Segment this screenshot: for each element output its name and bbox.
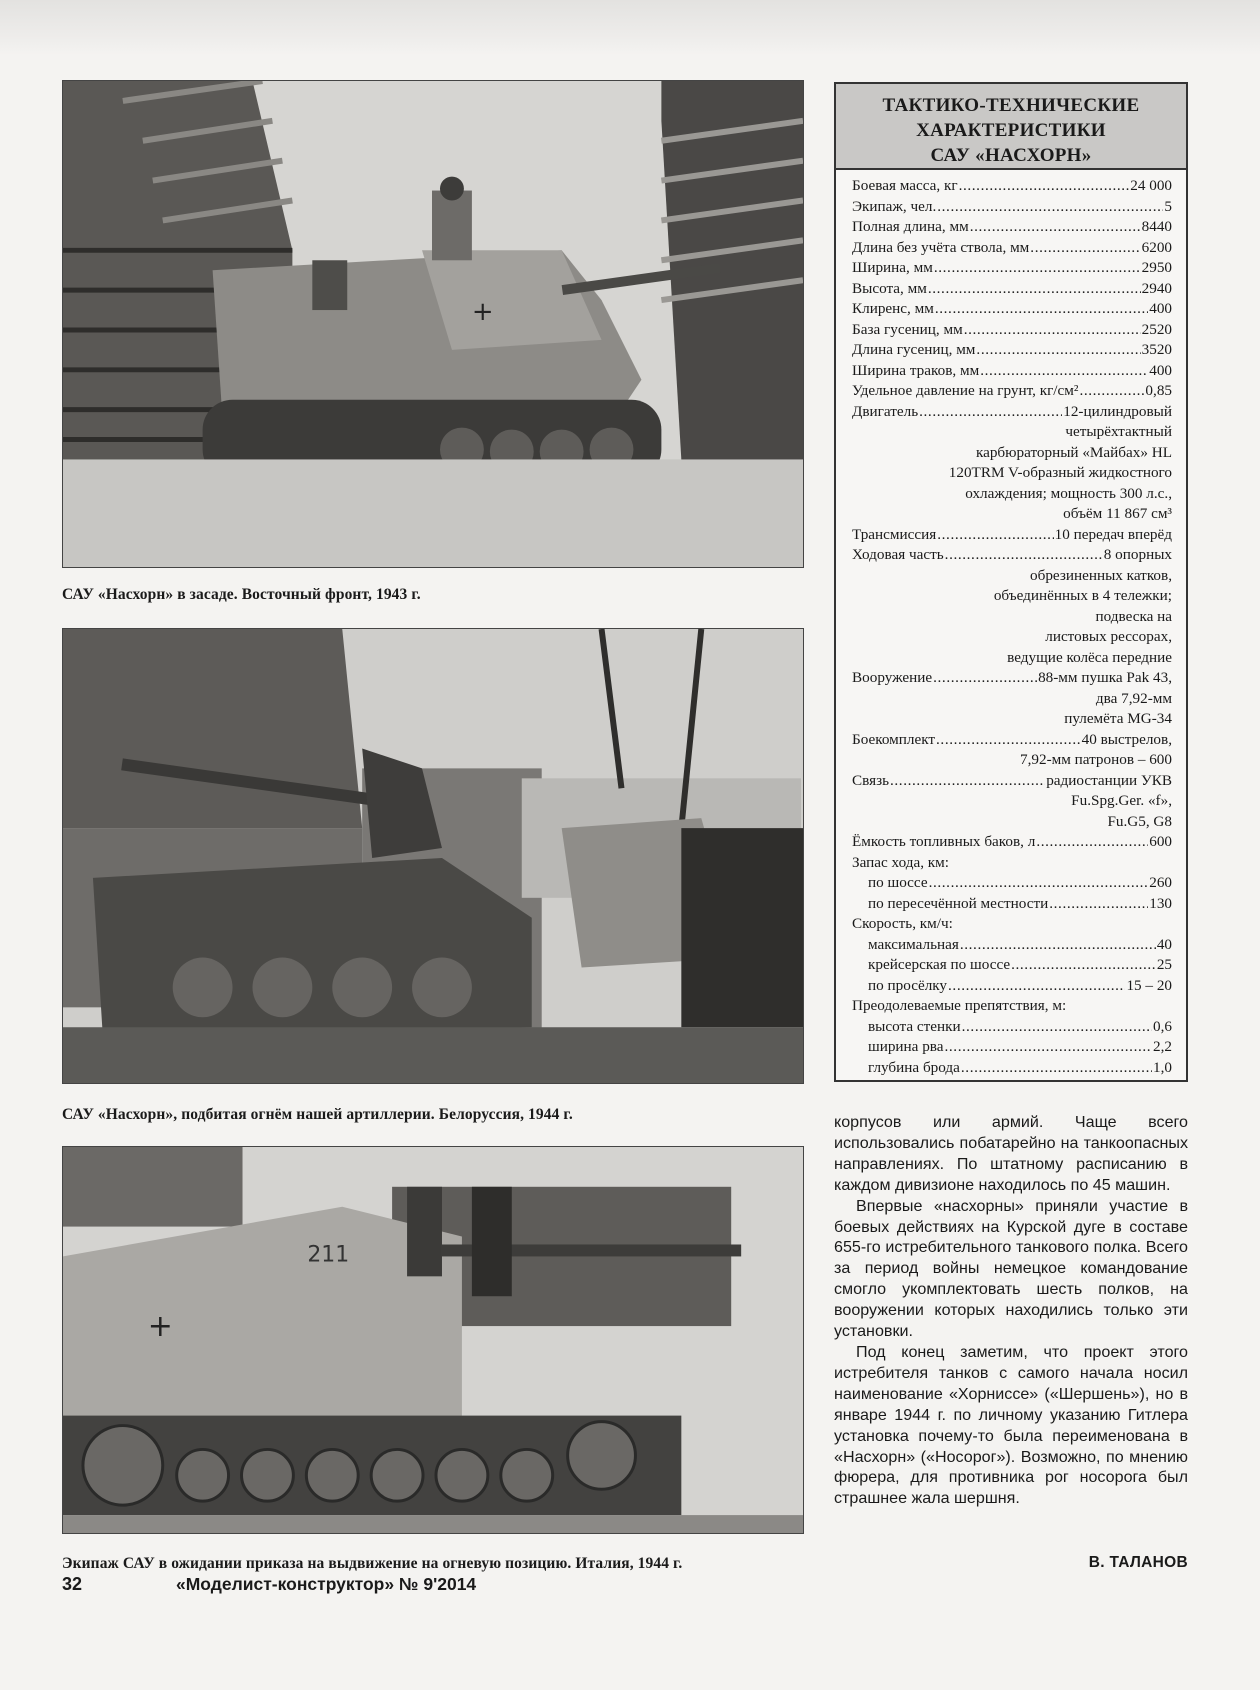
spec-engine-line: четырёхтактный [1065,423,1172,440]
spec-table-body [836,170,1186,1078]
photo-ambush-eastern-front [62,80,804,568]
photo-2-image [63,629,803,1083]
spec-row-track-base: База гусениц, мм ..... 2520 [852,320,1172,341]
photo-destroyed-belorussia [62,628,804,1084]
spec-row-range-rough: по пересечённой местности ..... 130 [852,894,1172,915]
spec-ammo-line: 7,92-мм патронов – 600 [1019,751,1172,768]
spec-speed-heading: Скорость, км/ч: [852,915,953,932]
article-author: В. ТАЛАНОВ [1088,1554,1188,1571]
spec-radio-line: Fu.Spg.Ger. «f», [1071,792,1172,809]
article-paragraph: корпусов или армий. Чаще всего использовались побатарейно на танкоопасных направлениях. По штатному расписанию в каждом дивизионе находилось по 45 машин. [834,1113,1188,1194]
spec-row-obstacle-ford: глубина брода ..... 1,0 [852,1058,1172,1079]
spec-row-crew: Экипаж, чел. ..... 5 [852,197,1172,218]
spec-table [834,82,1188,1082]
spec-row-pressure: Удельное давление на грунт, кг/см² ..... 0,85 [852,381,1172,402]
spec-engine-line: карбюраторный «Майбах» HL [975,443,1172,461]
photo-1-caption: САУ «Насхорн» в засаде. Восточный фронт, 1943 г. [62,586,421,603]
spec-row-engine: Двигатель ..... 12-цилиндровый [852,402,1172,423]
photo-1-image [63,81,803,567]
spec-engine-line: охлаждения; мощность 300 л.с., [965,484,1172,502]
spec-title-line: ТАКТИКО-ТЕХНИЧЕСКИЕ [882,95,1140,116]
photo-crew-italy [62,1146,804,1534]
spec-row-obstacle-wall: высота стенки ..... 0,6 [852,1017,1172,1038]
spec-engine-line: объём 11 867 см³ [1063,505,1172,522]
spec-row-range-road: по шоссе ..... 260 [852,873,1172,894]
magazine-issue: «Моделист-конструктор» № 9'2014 [176,1574,477,1594]
spec-chassis-line: объединённых в 4 тележки; [993,587,1172,604]
spec-row-height: Высота, мм ..... 2940 [852,279,1172,300]
spec-row-transmission: Трансмиссия ..... 10 передач вперёд [852,525,1172,546]
spec-row-track-length: Длина гусениц, мм ..... 3520 [852,340,1172,361]
spec-title-line: ХАРАКТЕРИСТИКИ [916,120,1106,141]
spec-row-obstacle-ditch: ширина рва ..... 2,2 [852,1037,1172,1058]
photo-3-caption: Экипаж САУ в ожидании приказа на выдвижение на огневую позицию. Италия, 1944 г. [62,1555,683,1572]
spec-row-speed-cruise: крейсерская по шоссе ..... 25 [852,955,1172,976]
spec-row-length: Полная длина, мм ..... 8440 [852,217,1172,238]
photo-2-caption: САУ «Насхорн», подбитая огнём нашей артиллерии. Белоруссия, 1944 г. [62,1106,573,1123]
spec-chassis-line: ведущие колёса передние [1007,648,1172,666]
spec-range-heading: Запас хода, км: [852,853,949,871]
spec-row-fuel: Ёмкость топливных баков, л ..... 600 [852,832,1172,853]
spec-title-line: САУ «НАСХОРН» [930,145,1092,166]
spec-table-title [836,84,1186,170]
vehicle-number-marking: 211 [307,1242,350,1268]
spec-row-ammo: Боекомплект ..... 40 выстрелов, [852,730,1172,751]
spec-row-armament: Вооружение ..... 88-мм пушка Pak 43, [852,668,1172,689]
page-number: 32 [62,1574,83,1594]
spec-chassis-line: подвеска на [1095,607,1172,625]
article-paragraph: Под конец заметим, что проект этого истребителя танков с самого начала носил наименование «Хорниссе» («Шершень»), но в январе 1944 г. по личному указанию Гитлера установка почему-то была переименована в «Насхорн» («Носорог»). Возможно, по мнению фюрера, для противника рог носорога был страшнее жала шершня. [834,1342,1188,1508]
photo-3-image [63,1147,803,1533]
spec-row-chassis: Ходовая часть ..... 8 опорных [852,545,1172,566]
spec-engine-line: 120TRM V-образный жидкостного [948,464,1172,481]
page-top-margin [0,0,1260,55]
spec-row-mass: Боевая масса, кг ..... 24 000 [852,176,1172,197]
svg-text:+: + [471,297,494,328]
svg-text:+: + [147,1309,173,1345]
spec-armament-line: два 7,92-мм [1095,689,1172,707]
spec-row-track-width: Ширина траков, мм ..... 400 [852,361,1172,382]
article-paragraph: Впервые «насхорны» приняли участие в боевых действиях на Курской дуге в составе 655-го истребительного танкового полка. Всего за период войны немецкое командование смогло укомплектовать шесть полков, на вооружении которых находились только эти установки. [834,1196,1188,1341]
spec-obstacles-heading: Преодолеваемые препятствия, м: [852,997,1067,1014]
spec-row-width: Ширина, мм ..... 2950 [852,258,1172,279]
spec-radio-line: Fu.G5, G8 [1107,812,1172,830]
spec-chassis-line: листовых рессорах, [1045,628,1172,645]
spec-row-speed-dirt: по просёлку ..... 15 – 20 [852,976,1172,997]
spec-row-clearance: Клиренс, мм ..... 400 [852,299,1172,320]
spec-row-speed-max: максимальная ..... 40 [852,935,1172,956]
spec-chassis-line: обрезиненных катков, [1030,566,1172,584]
spec-row-radio: Связь ..... радиостанции УКВ [852,771,1172,792]
spec-armament-line: пулемёта MG-34 [1064,710,1172,727]
article-text [834,1112,1188,1509]
spec-row-length-no-barrel: Длина без учёта ствола, мм ..... 6200 [852,238,1172,259]
